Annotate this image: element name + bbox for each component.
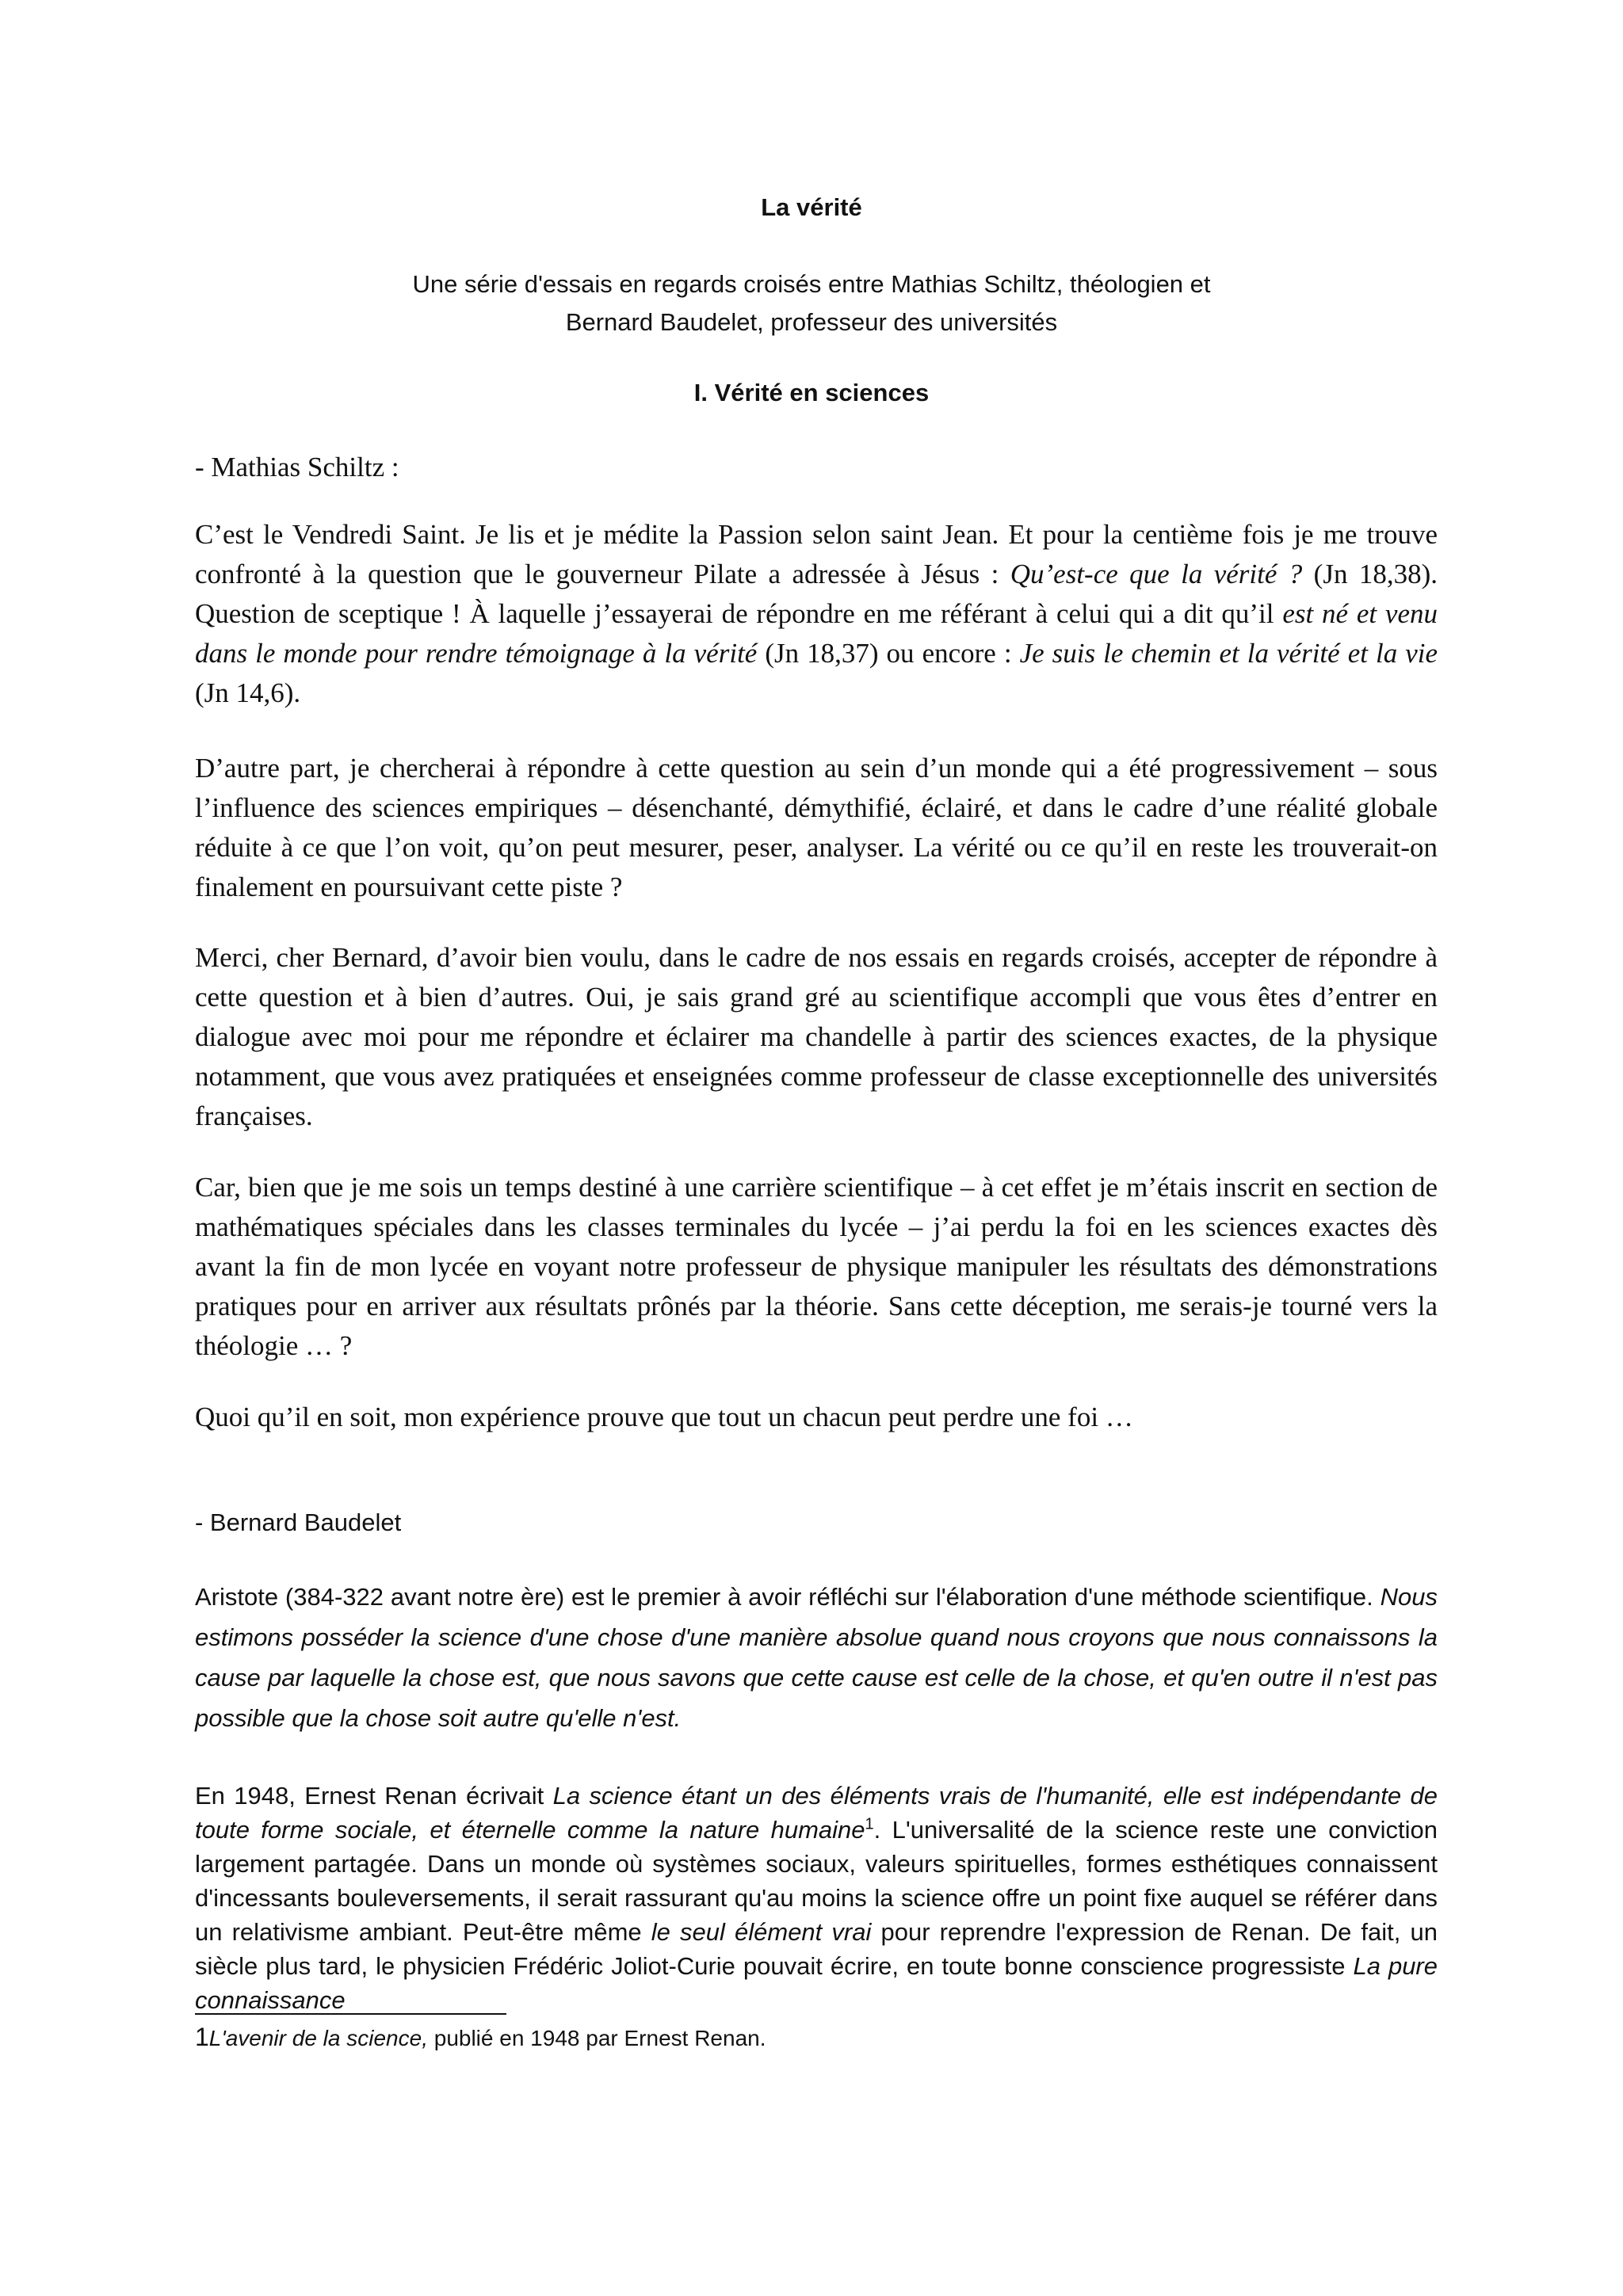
footnote-separator — [195, 2013, 506, 2015]
quote-seul-element: le seul élément vrai — [651, 1918, 872, 1946]
footnote-number: 1 — [195, 2023, 209, 2051]
paragraph-schiltz-2: D’autre part, je chercherai à répondre à cette question au sein d’un monde qui a été progressivement – sous l’influence des sciences empiriques – désenchanté, démythifié, éclairé, et dans le cadre d’une réalité globale réduite à ce que l’on voit, qu’on peut mesurer, peser, analyser. La vérité ou ce qu’il en reste les trouverait-on finalement en poursuivant cette piste ? — [195, 753, 1438, 902]
quote-aristote: Nous estimons posséder la science d'une chose d'une manière absolue quand nous croyons que nous connaissons la cause par laquelle la chose est, que nous savons que cette cause est celle de la chose, et qu'en outre il n'est pas possible que la chose soit autre qu'elle n'est. — [195, 1583, 1438, 1732]
quote-chemin: Je suis le chemin et la vérité et la vie — [1019, 638, 1438, 669]
paragraph-baudelet-2: En 1948, Ernest Renan écrivait La science étant un des éléments vrais de l'humanité, elle est indépendante de toute forme sociale, et éternelle comme la nature humaine$^1$. L'universalité de la science reste une conviction largement partagée. Dans un monde où systèmes sociaux, valeurs spirituelles, formes esthétiques connaissent d'incessants bouleversements, il serait rassurant qu'au moins la science offre un point fixe auquel se référer dans un relativisme ambiant. Peut-être même le seul élément vrai pour reprendre l'expression de Renan. De fait, un siècle plus tard, le physicien Frédéric Joliot-Curie pouvait écrire, en toute bonne conscience progressiste La pure connaissance — [195, 1782, 1438, 2014]
quote-renan: La science étant un des éléments vrais de l'humanité, elle est indépendante de toute forme sociale, et éternelle comme la nature humaine — [195, 1782, 1438, 1844]
quote-pilate: Qu’est-ce que la vérité ? — [1010, 559, 1303, 589]
quote-joliot-curie: La pure connaissance — [195, 1952, 1438, 2014]
speaker-baudelet: - Bernard Baudelet — [195, 1508, 402, 1536]
paragraph-schiltz-3: Merci, cher Bernard, d’avoir bien voulu, dans le cadre de nos essais en regards croisés, accepter de répondre à cette question et à bien d’autres. Oui, je sais grand gré au scientifique accompli que vous êtes d’entrer en dialogue avec moi pour me répondre et éclairer ma chandelle à partir des sciences exactes, de la physique notamment, que vous avez pratiquées et enseignées comme professeur de classe exceptionnelle des universités françaises. — [195, 942, 1438, 1131]
paragraph-schiltz-1: C’est le Vendredi Saint. Je lis et je médite la Passion selon saint Jean. Et pour la centième fois je me trouve confronté à la question que le gouverneur Pilate a adressée à Jésus : Qu’est-ce que la vérité ? (Jn 18,38). Question de sceptique ! À laquelle j’essayerai de répondre en me référant à celui qui a dit qu’il est né et venu dans le monde pour rendre témoignage à la vérité (Jn 18,37) ou encore : Je suis le chemin et la vérité et la vie (Jn 14,6). — [195, 519, 1438, 708]
quote-temoignage: est né et venu dans le monde pour rendre témoignage à la vérité — [195, 598, 1438, 669]
footnote-title: L'avenir de la science, — [208, 2026, 428, 2050]
subtitle-line-2: Bernard Baudelet, professeur des universités — [565, 308, 1058, 336]
paragraph-schiltz-5: Quoi qu’il en soit, mon expérience prouve que tout un chacun peut perdre une foi … — [195, 1402, 1133, 1432]
document-title: La vérité — [761, 193, 862, 221]
speaker-schiltz: - Mathias Schiltz : — [195, 452, 399, 482]
footnote — [195, 2023, 766, 2052]
subtitle-line-1: Une série d'essais en regards croisés entre Mathias Schiltz, théologien et — [412, 270, 1211, 298]
paragraph-baudelet-1: Aristote (384-322 avant notre ère) est le premier à avoir réfléchi sur l'élaboration d'une méthode scientifique. Nous estimons posséder la science d'une chose d'une manière absolue quand nous croyons que nous connaissons la cause par laquelle la chose est, que nous savons que cette cause est celle de la chose, et qu'en outre il n'est pas possible que la chose soit autre qu'elle n'est. — [195, 1583, 1438, 1732]
footnote-ref: 1 — [865, 1815, 874, 1833]
footnote-text: publié en 1948 par Ernest Renan. — [427, 2026, 766, 2050]
paragraph-schiltz-4: Car, bien que je me sois un temps destiné à une carrière scientifique – à cet effet je m’étais inscrit en section de mathématiques spéciales dans les classes terminales du lycée – j’ai perdu la foi en les sciences exactes dès avant la fin de mon lycée en voyant notre professeur de physique manipuler les résultats des démonstrations pratiques pour en arriver aux résultats prônés par la théorie. Sans cette déception, me serais-je tourné vers la théologie … ? — [195, 1172, 1438, 1361]
section-title: I. Vérité en sciences — [693, 379, 930, 406]
document-subtitle — [0, 265, 1623, 341]
